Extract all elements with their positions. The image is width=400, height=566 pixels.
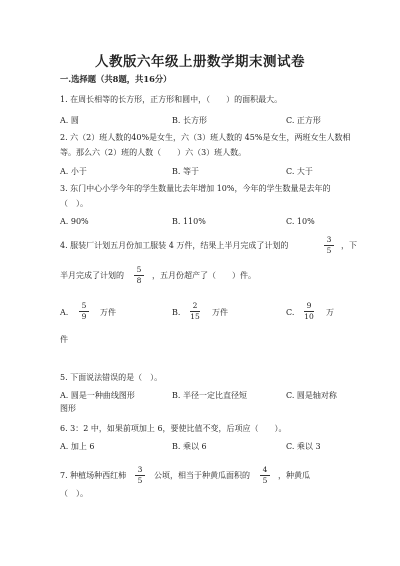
option-b-unit: 万件 bbox=[212, 308, 228, 317]
question-1-option-a[interactable]: A. 圆 bbox=[60, 116, 79, 125]
question-6-option-a[interactable]: A. 加上 6 bbox=[60, 442, 95, 451]
fraction-denominator: 5 bbox=[262, 476, 268, 485]
question-7-stem-line1: 7. 种植场种西红柿 bbox=[60, 471, 127, 480]
question-4-fraction-1 bbox=[322, 236, 336, 255]
option-c-unit: 万 bbox=[326, 308, 334, 317]
option-a-fraction bbox=[77, 302, 91, 321]
fraction-numerator: 3 bbox=[137, 465, 143, 474]
question-4-fraction-2 bbox=[132, 266, 146, 285]
question-1-option-b[interactable]: B. 长方形 bbox=[172, 116, 207, 125]
question-4-stem-line1: 4. 服装厂计划五月份加工服装 4 万件，结果上半月完成了计划的 bbox=[60, 241, 289, 250]
fraction-numerator: 4 bbox=[262, 465, 268, 474]
option-c-unit-wrap: 件 bbox=[60, 335, 68, 344]
question-5-option-b[interactable]: B. 半径一定比直径短 bbox=[172, 391, 247, 400]
option-c-fraction bbox=[302, 302, 316, 321]
fraction-numerator: 3 bbox=[326, 235, 332, 244]
question-3-stem-line2: （ ）。 bbox=[60, 199, 88, 208]
question-4-stem-line2-end: ，五月份超产了（ ）件。 bbox=[152, 271, 256, 280]
question-7-stem-line1-end: ，种黄瓜 bbox=[278, 471, 310, 480]
fraction-denominator: 5 bbox=[326, 246, 332, 255]
fraction-denominator: 8 bbox=[136, 276, 142, 285]
fraction-denominator: 9 bbox=[81, 312, 87, 321]
question-6-option-c[interactable]: C. 乘以 3 bbox=[286, 442, 321, 451]
fraction-denominator: 5 bbox=[137, 476, 143, 485]
question-7-stem-line1-mid: 公顷，相当于种黄瓜面积的 bbox=[154, 471, 250, 480]
fraction-denominator: 10 bbox=[304, 312, 314, 321]
fraction-denominator: 15 bbox=[190, 312, 200, 321]
question-4-stem-line1-end: ，下 bbox=[341, 241, 357, 250]
question-1-stem: 1. 在周长相等的长方形，正方形和圆中，（ ）的面积最大。 bbox=[60, 95, 283, 104]
question-2-option-a[interactable]: A. 小于 bbox=[60, 167, 87, 176]
fraction-numerator: 5 bbox=[136, 265, 142, 274]
question-1-option-c[interactable]: C. 正方形 bbox=[286, 116, 321, 125]
option-b-label: B. bbox=[172, 308, 181, 317]
question-4-stem-line2: 半月完成了计划的 bbox=[60, 271, 124, 280]
question-6-stem: 6. 3：2 中，如果前项加上 6，要使比值不变，后项应（ ）。 bbox=[60, 424, 287, 433]
fraction-numerator: 2 bbox=[192, 301, 198, 310]
question-6-option-b[interactable]: B. 乘以 6 bbox=[172, 442, 207, 451]
question-2-option-b[interactable]: B. 等于 bbox=[172, 167, 199, 176]
question-5-option-c-wrap: 图形 bbox=[60, 404, 76, 413]
question-5-option-c[interactable]: C. 圆是轴对称 bbox=[286, 391, 337, 400]
question-7-fraction-2 bbox=[258, 466, 272, 485]
question-2-stem-line2: 等。那么六（2）班的人数（ ）六（3）班人数。 bbox=[60, 148, 247, 157]
question-5-option-a[interactable]: A. 圆是一种曲线图形 bbox=[60, 391, 135, 400]
fraction-numerator: 5 bbox=[81, 301, 87, 310]
question-2-option-c[interactable]: C. 大于 bbox=[286, 167, 313, 176]
option-b-fraction bbox=[188, 302, 202, 321]
fraction-numerator: 9 bbox=[306, 301, 312, 310]
option-c-label: C. bbox=[286, 308, 295, 317]
question-3-option-a[interactable]: A. 90% bbox=[60, 217, 89, 226]
option-a-unit: 万件 bbox=[100, 308, 116, 317]
page-title: 人教版六年级上册数学期末测试卷 bbox=[95, 54, 305, 70]
section-heading: 一.选择题（共8题，共16分） bbox=[60, 74, 172, 84]
question-3-stem-line1: 3. 东门中心小学今年的学生数量比去年增加 10%，今年的学生数量是去年的 bbox=[60, 184, 331, 193]
question-7-fraction-1 bbox=[133, 466, 147, 485]
question-3-option-c[interactable]: C. 10% bbox=[286, 217, 315, 226]
question-3-option-b[interactable]: B. 110% bbox=[172, 217, 206, 226]
question-2-stem-line1: 2. 六（2）班人数的40%是女生，六（3）班人数的 45%是女生，两班女生人数相 bbox=[60, 133, 351, 142]
question-5-stem: 5. 下面说法错误的是（ ）。 bbox=[60, 373, 163, 382]
option-a-label: A. bbox=[60, 308, 69, 317]
question-7-stem-line2: （ ）。 bbox=[60, 489, 88, 498]
